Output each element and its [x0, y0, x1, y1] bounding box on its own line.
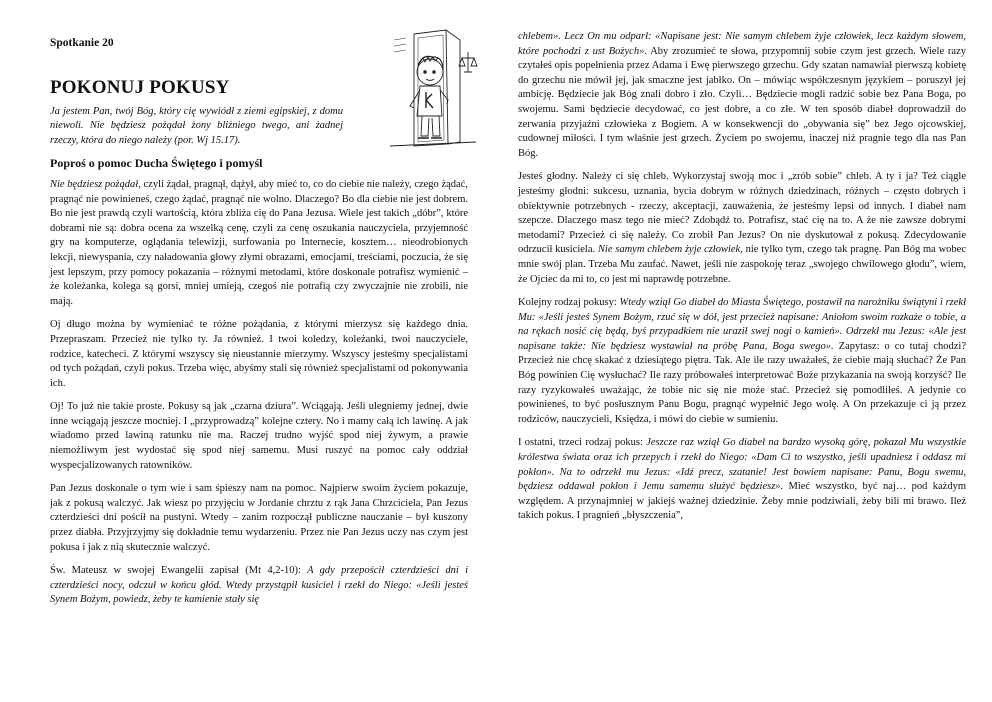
paragraph-text: Jesteś głodny. Należy ci się chleb. Wykorzystaj swoją moc i „zrób sobie” chleb. A ty i ja? Też ciągle jesteśmy głodni: sukcesu, uznania, bycia dobrym w różnych dziedzinach, różnych – często dobrych i obiektywnie potrzebnych - rzeczy, akceptacji, zauważenia, że jesteśmy lepsi od innych. I diabeł nam szepcze. Dlaczego masz tego nie mieć? Zdobądź to. Potrafisz, stać cię na to. A że nie zawsze dobrymi metodami? Przecież ci się należy. Co zrobił Pan Jezus? On nie dyskutował z pokusą. Zdecydowanie odrzucił kusiciela.: [518, 171, 966, 256]
paragraph: Oj długo można by wymieniać te różne pożądania, z którymi mierzysz się każdego dnia. Przepraszam. Przecież nie tylko ty. Ja również. I twoi koledzy, koleżanki, twoi nauczyciele, rodzice, katecheci. Z którymi wszyscy się nieustannie mierzymy. Wszyscy jesteśmy specjalistami od tych pożądań, czyli pokus. Trzeba więc, abyśmy stali się również specjalistami od pokonywania ich.: [50, 319, 468, 389]
right-text-column: [518, 30, 966, 533]
meeting-label: Spotkanie 20: [50, 37, 114, 49]
paragraph: [50, 178, 468, 309]
gospel-quote: Wtedy wziął Go diabeł do Miasta Świętego, postawił na narożniku świątyni i rzekł Mu: «Jeśli jesteś Synem Bożym, rzuć się w dół, jest przecież napisane: Aniołom swoim rozkaże o tobie, a na rękach nosić cię będą, byś przypadkiem nie uraził swej nogi o kamień». Odrzekł mu Jezus: «Ale jest napisane także: Nie będziesz wystawiał na próbę Pana, Boga swego».: [518, 297, 966, 352]
left-text-column: [50, 36, 468, 617]
inline-emphasis: Nie będziesz pożądał,: [50, 178, 141, 190]
page-title: POKONUJ POKUSY: [50, 76, 230, 98]
inline-emphasis: Nie samym chlebem żyje człowiek,: [597, 244, 743, 256]
gospel-quote: chlebem». Lecz On mu odparł: «Napisane jest: Nie samym chlebem żyje człowiek, lecz każdym słowem, które pochodzi z ust Bożych».: [518, 31, 966, 57]
paragraph-text: I ostatni, trzeci rodzaj pokus:: [518, 437, 647, 449]
gospel-quote: Jeszcze raz wziął Go diabeł na bardzo wysoką górę, pokazał Mu wszystkie królestwa świata oraz ich przepych i rzekł do Niego: «Dam Ci to wszystko, jeśli upadniesz i oddasz mi pokłon». Na to odrzekł mu Jezus: «Idź precz, szatanie! Jest bowiem napisane: Panu, Bogu swemu, będziesz oddawał pokłon i Jemu samemu służyć będziesz».: [518, 437, 966, 493]
paragraph: [518, 296, 966, 427]
paragraph-text: Zapytasz: o co tutaj chodzi? Przecież nie chcę skakać z dziesiątego piętra. Tak. Ale ile razy uważałeś, że ciebie mają słuchać? Że Pan Bóg powinien Cię wysłuchać? Ile razy próbowałeś interpretować Boże przykazania na swoją korzyść? Ile razy ryzykowałeś uważając, że tobie nic się nie może stać. Przecież się pomodliłeś. A jedynie co powinieneś, to być posłusznym Panu Bogu, pragnąć wypełnić Jego wolę. A On przekazuje ci ją przez rodziców, nauczycieli, Księdza, i mówi do ciebie w sumieniu.: [518, 340, 966, 425]
paragraph-text: Kolejny rodzaj pokusy:: [518, 297, 620, 309]
right-page: [496, 0, 992, 702]
section-subheading: Poproś o pomoc Ducha Świętego i pomyśl: [50, 156, 263, 171]
paragraph-text: nie tylko tym, czego tak pragnę. Pan Bóg ma wobec mnie swój plan. Trzeba Mu zaufać. Nawet, jeśli nie zaspokoję teraz „swojego chwilowego głodu”, wiem, że Ojciec da mi to, co jest mi naprawdę potrzebne.: [518, 244, 966, 285]
paragraph-text: Mieć wszystko, być naj… pod każdym względem. A przynajmniej w jakiejś ważnej dziedzinie. Żeby mnie podziwiali, żeby bili mi brawo. Ileż takich pokus. I pragnień „błyszczenia”,: [518, 481, 966, 522]
gospel-quote: A gdy przepościł czterdzieści dni i czterdzieści nocy, odczuł w końcu głód. Wtedy przystąpił kusiciel i rzekł do Niego: «Jeśli jesteś Synem Bożym, powiedz, żeby te kamienie stały się: [50, 565, 468, 606]
paragraph: [50, 564, 468, 608]
scripture-motto: Ja jestem Pan, twój Bóg, który cię wywiódł z ziemi egipskiej, z domu niewoli. Nie będziesz pożądał żony bliźniego twego, ani żadnej rzeczy, która do niego należy (por. Wj 15.17).: [50, 105, 343, 146]
paragraph: [518, 170, 966, 287]
paragraph-text: Św. Mateusz w swojej Ewangelii zapisał (Mt 4,2-10):: [50, 565, 308, 577]
paragraph: [518, 436, 966, 524]
paragraph-text: czyli żądał, pragnął, dążył, aby mieć to, co do ciebie nie należy, czego żądać, pragnąć nie powinieneś, czego żądać, pragnąć nie wolno. Dlaczego? Bo dla ciebie nie jest dobrem. Bo nie jest prawdą czyli wartością, która zbliża cię do Pana Jezusa. Wiele jest takich „dóbr”, które dobrami nie są: dobra ocena za wszelką cenę, czyli za cenę oszukania nauczyciela, przyjemność gry na komputerze, oglądania telewizji, surfowania po Internecie, kosztem… nieodrobionych lekcji, niewyspania, czy naładowania głowy złymi obrazami, emocjami, treściami, poczucia, że się jest lepszym, przy pomocy pokazania – różnymi metodami, które doskonale potrafisz wymienić – że koleżanka, kolega są gorsi, mniej umieją, czegoś nie potrafią czy zwyczajnie nie zrobili, nie mają.: [50, 178, 468, 307]
paragraph: Oj! To już nie takie proste. Pokusy są jak „czarna dziura”. Wciągają. Jeśli ulegniemy jednej, dwie inne wciągają jeszcze mocniej. I „przyprowadzą” kolejne cztery. No i mamy całą ich lawinę. A jak wiadomo przed lawiną ratunku nie ma. Raczej trudno wyjść spod niej żywym, a prawie niemożliwym jest wydostać się spod niej samemu. Musi ruszyć na pomoc cały oddział wyspecjalizowanych ratowników.: [50, 401, 468, 471]
paragraph: Pan Jezus doskonale o tym wie i sam śpieszy nam na pomoc. Najpierw swoim życiem pokazuje, jak z pokusą walczyć. Jak wiesz po przyjęciu w Jordanie chrztu z rąk Jana Chrzciciela, Pan Jezus czterdzieści dni pościł na pustyni. Wtedy – zanim rozpoczął publiczne nauczanie – był kuszony przez diabła. Przyjrzyjmy się dokładnie temu wydarzeniu. Przez nie Pan Jezus uczy nas czym jest pokusa i jak z nią skutecznie walczyć.: [50, 483, 468, 553]
paragraph-text: Aby zrozumieć te słowa, przypomnij sobie czym jest grzech. Wiele razy czytałeś opis popełnienia przez Adama i Ewę pierwszego grzechu. Gdy szatan namawiał pierwszą kobietę do grzechu nie mówił jej, jak smaczne jest jabłko. On – mówiąc współczesnym językiem – poruszył jej ambicję. Będziecie jak Bóg znali dobro i zło. Czyli… Będziecie mogli radzić sobie bez Pana Boga, po swojemu. Sami będziecie decydować, co jest dobre, a co złe. W ten sposób diabeł doprowadził do zerwania przyjaźni człowieka z Bogiem. A w konsekwencji do „obywania się” bez Jego ojcowskiej, cudownej miłości. I tym właśnie jest grzech. Życiem po swojemu, inaczej niż pragnie tego dla nas Pan Bóg.: [518, 45, 966, 159]
paragraph: [518, 30, 966, 161]
